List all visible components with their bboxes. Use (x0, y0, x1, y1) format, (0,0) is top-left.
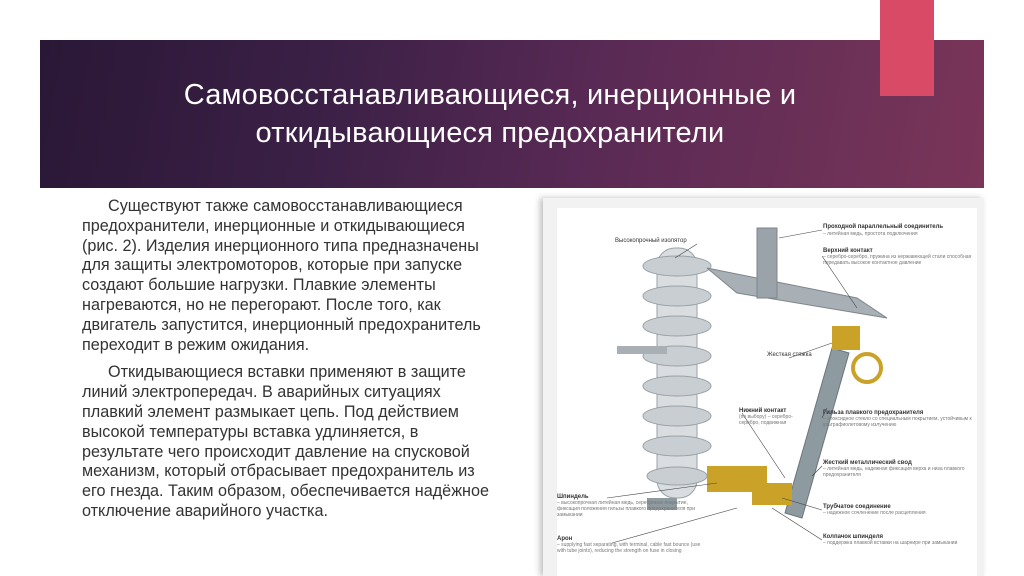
label-lower-contact: Нижний контакт (739, 408, 787, 414)
insulator-image (643, 248, 711, 498)
paragraph-2: Откидывающиеся вставки применяют в защите линий электропередач. В аварийных ситуациях плавкий элемент размыкает цепь. Под действием высокой температуры вставка удлиняется, в результате чего происходит давление на спусковой механизм, который отбрасывает предохранитель из его гнезда. Таким образом, обеспечивается надёжное отключение аварийного участка. (82, 363, 489, 520)
label-hinge: Шпиндель (557, 494, 589, 500)
label-top-contact: Верхний контакт (823, 248, 873, 254)
fuse-diagram (557, 208, 977, 576)
label-trunnion-note: – поддержка плавкой вставки на шарнире при замыкании (823, 540, 958, 546)
slide-title-line2: откидывающиеся предохранители (255, 117, 725, 149)
label-insulator: Высокопрочный изолятор (615, 238, 687, 244)
label-hinge-note: – высокопрочная литейная медь, серебряное покрытие, фиксация положения гильзы плавкого предохранителя при замыкании (557, 500, 695, 518)
label-rigid-tie: Жесткая стяжка (767, 352, 812, 358)
slide-title (100, 76, 880, 152)
label-metal-arch-note: – литейная медь, надежная фиксация верха и низа плавкого предохранителя (823, 466, 965, 478)
label-lower-contact-note: (по выбору) – серебро-серебро, подвижная (739, 414, 793, 426)
label-top-contact-note: – серебро-серебро, пружина из нержавеющей стали способная передавать высокое контактное давление (823, 254, 972, 266)
label-connector-note: – литейная медь, простота подключения (823, 231, 918, 237)
label-tubular: Трубчатое соединение (823, 504, 891, 510)
label-arm-note: – supplying fast separating, with terminal, cable fast bounce (use with tube joints), reducing the strength on fuse in closing (557, 542, 701, 554)
label-metal-arch: Жесткий металлический свод (823, 460, 912, 466)
label-connector: Проходной параллельный соединитель (823, 224, 944, 230)
label-arm: Арон (557, 536, 573, 542)
label-trunnion: Колпачок шпинделя (823, 534, 884, 540)
slide-body (82, 197, 502, 530)
slide-title-line1: Самовосстанавливающиеся, инерционные и (183, 79, 797, 111)
paragraph-1: Существуют также самовосстанавливающиеся предохранители, инерционные и откидывающиеся (рис. 2). Изделия инерционного типа предназначены для защиты электромоторов, которые при запуске создают большие нагрузки. Плавкие элементы нагреваются, но не перегорают. После того, как двигатель запустится, инерционный предохранитель переходит в режим ожидания. (82, 197, 481, 354)
label-tubular-note: – надежное сочленение после расцепления (823, 510, 926, 516)
accent-tab (880, 0, 934, 96)
label-fuse-sleeve-note: – эпоксидное стекло со специальным покрытием, устойчивым к ультрафиолетовому излучению (823, 416, 972, 428)
label-fuse-sleeve: Гильза плавкого предохранителя (823, 410, 924, 416)
fuse-figure (557, 208, 977, 576)
